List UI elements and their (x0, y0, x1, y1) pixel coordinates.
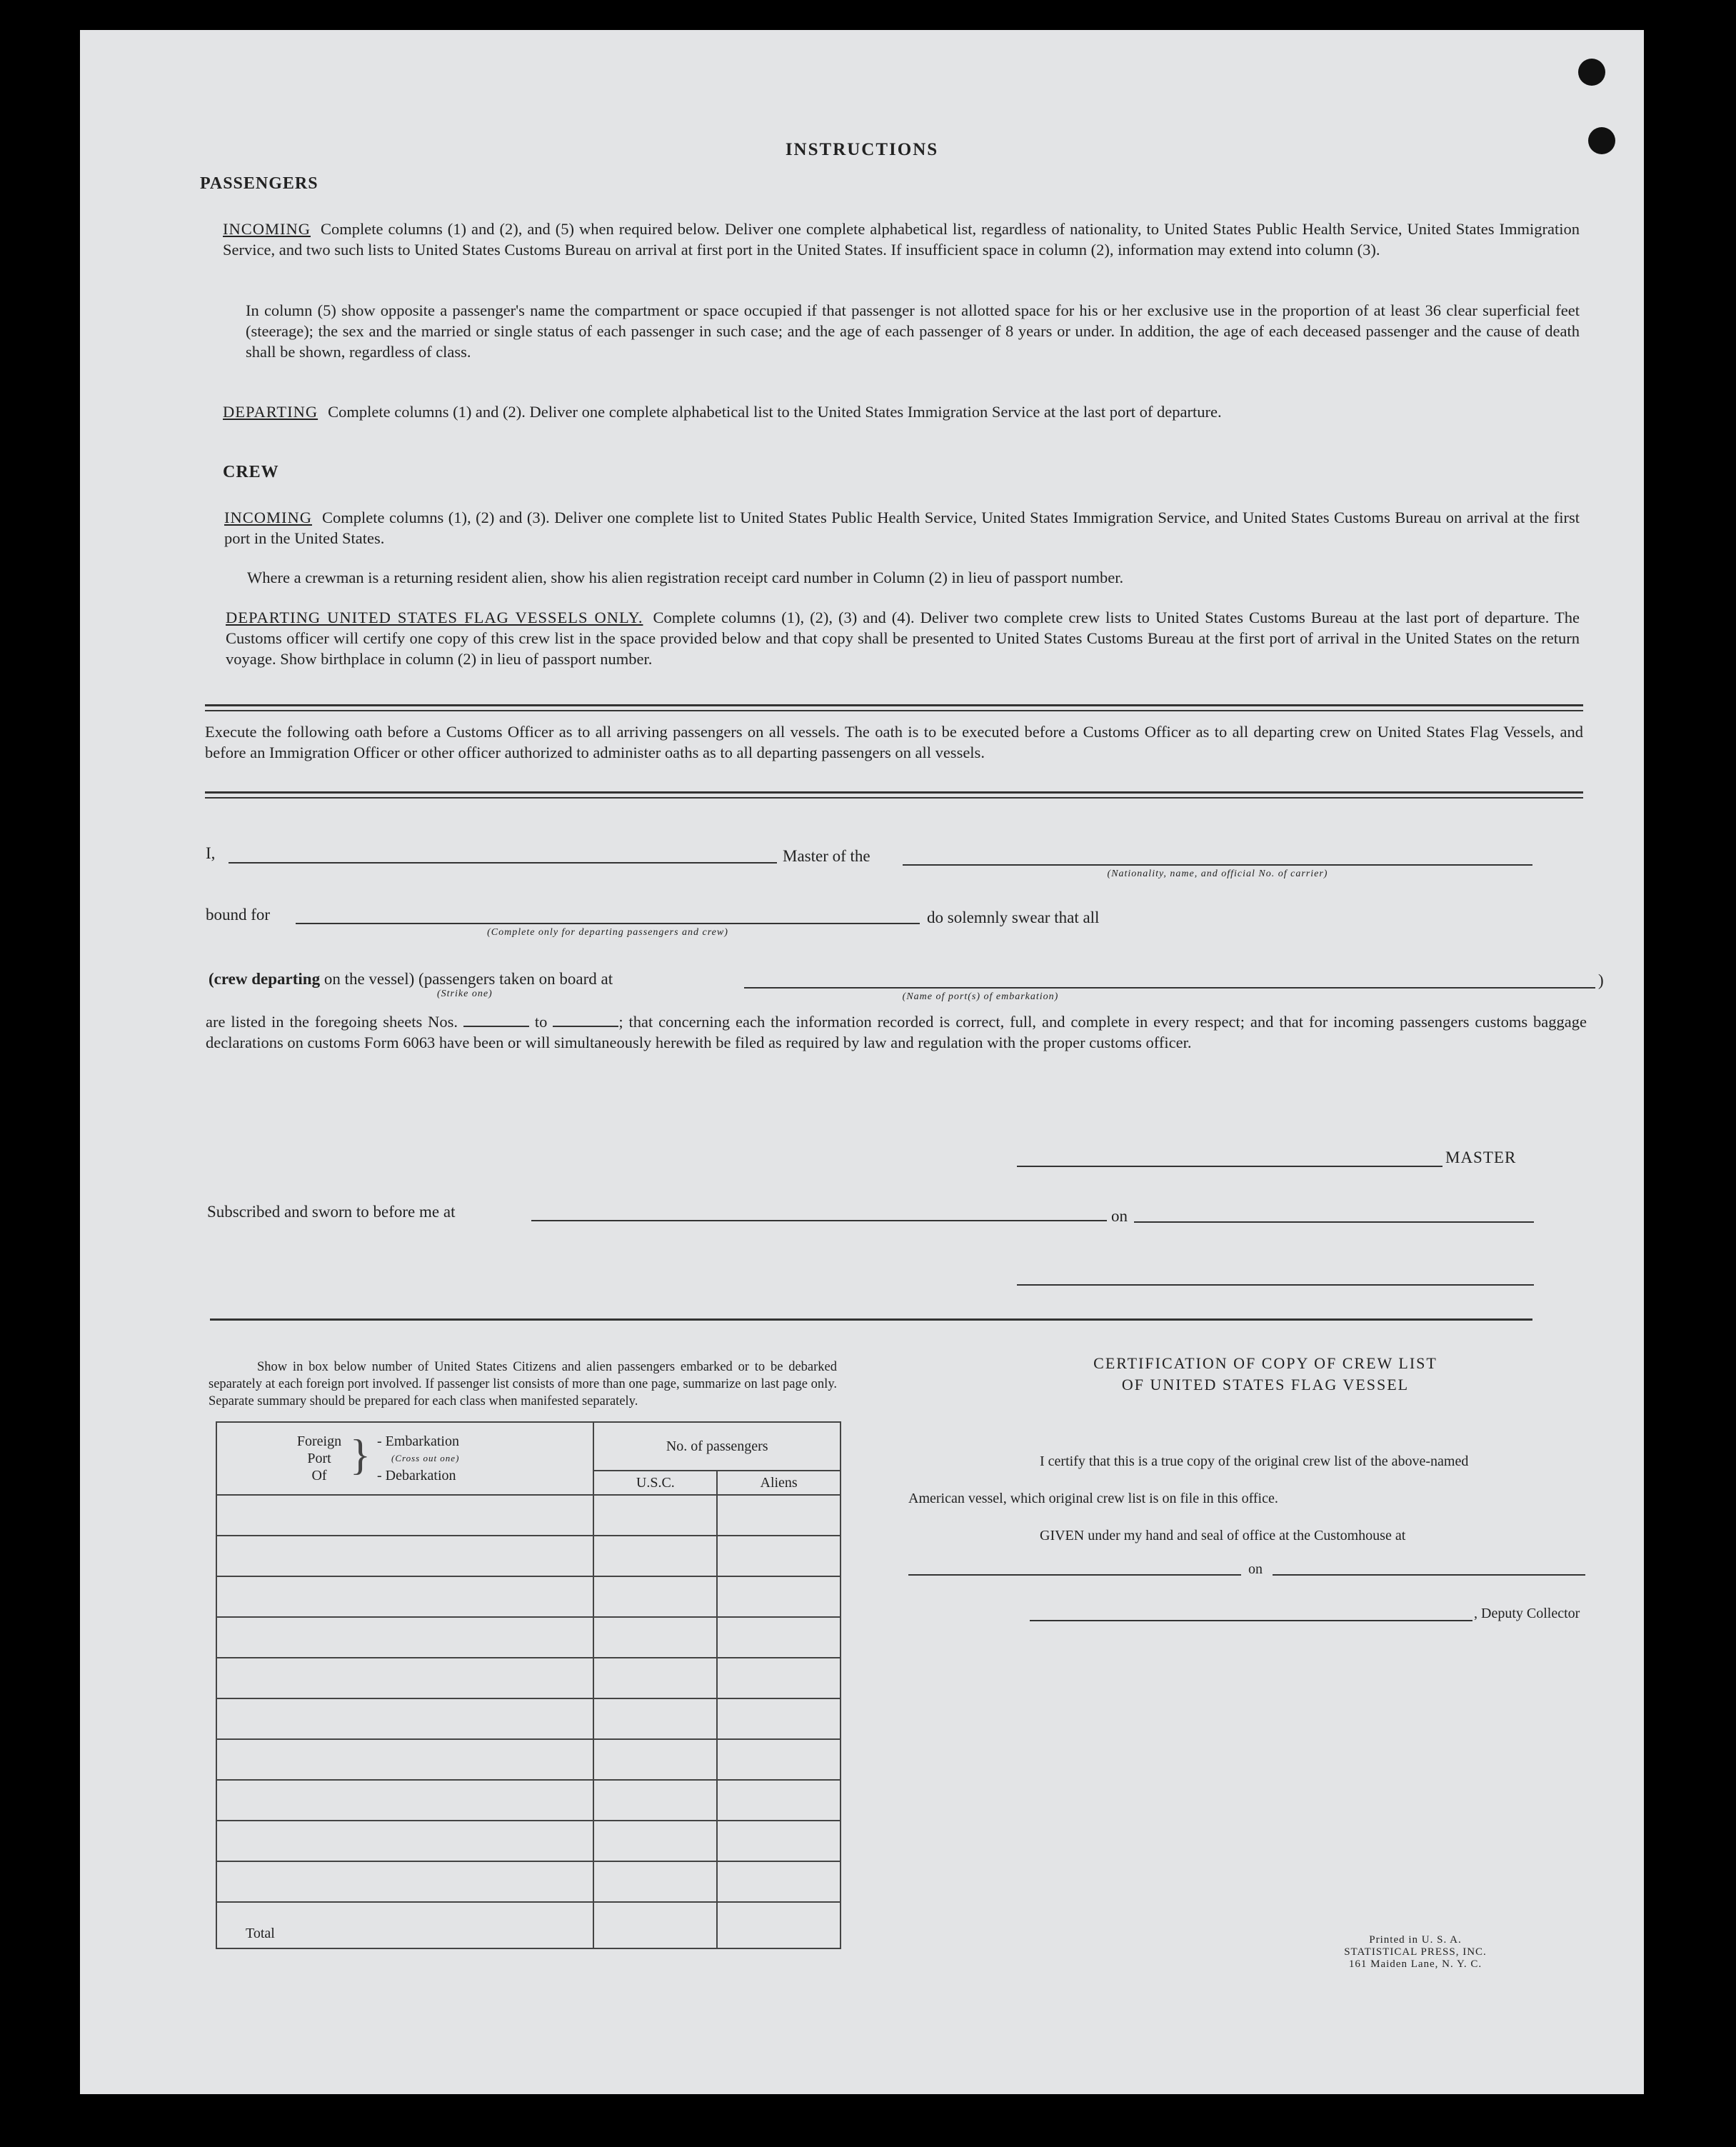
port-of-embarkation-field[interactable] (744, 987, 1595, 989)
crew-departing-label: DEPARTING UNITED STATES FLAG VESSELS ONLY. (226, 609, 643, 626)
master-name-field[interactable] (229, 862, 777, 864)
passengers-incoming-paragraph: INCOMING Complete columns (1) and (2), and (5) when required below. Deliver one complete alphabetical list, regardless of nationality, to United States Public Health Service, United States Immigration Service, and two such lists to United States Customs Bureau on arrival at first port in the United States. If insufficient space in column (2), information may extend into column (3). (223, 220, 1580, 259)
vessel-field-caption: (Nationality, name, and official No. of carrier) (1107, 869, 1328, 879)
certification-on-label: on (1248, 1561, 1263, 1577)
passengers-departing-paragraph: DEPARTING Complete columns (1) and (2). Deliver one complete alphabetical list to the United States Immigration Service at the last port of departure. (223, 403, 1222, 421)
embarkation-option: - Embarkation (377, 1433, 459, 1449)
table-row (216, 1698, 841, 1739)
divider (205, 791, 1583, 799)
table-row (216, 1658, 841, 1698)
oath-instructions-paragraph: Execute the following oath before a Customs Officer as to all arriving passengers on all vessels. The oath is to be executed before a Customs Officer as to all departing crew on United States Flag Vessels, and before an Immigration Officer or other officer authorized to administer oaths as to all departing passengers on all vessels. (205, 723, 1583, 761)
cross-out-caption: (Cross out one) (391, 1453, 460, 1463)
document-page (80, 30, 1644, 2094)
sheet-to-field[interactable] (553, 1013, 618, 1027)
instructions-title: INSTRUCTIONS (785, 140, 939, 159)
port-of-embarkation-caption: (Name of port(s) of embarkation) (902, 991, 1059, 1002)
crew-incoming-paragraph: INCOMING Complete columns (1), (2) and (3). Deliver one complete list to United States Public Health Service, United States Immigration Service, and United States Customs Bureau on arrival at the first port in the United States. (224, 509, 1580, 547)
master-label: MASTER (1445, 1148, 1517, 1166)
bound-for-field[interactable] (296, 923, 920, 924)
table-row (216, 1821, 841, 1861)
passengers-incoming-label: INCOMING (223, 220, 311, 238)
deputy-collector-label: , Deputy Collector (1474, 1606, 1580, 1621)
sworn-place-field[interactable] (531, 1220, 1107, 1221)
vessel-field[interactable] (903, 864, 1532, 866)
usc-header: U.S.C. (593, 1471, 717, 1495)
deputy-collector-signature-field[interactable] (1030, 1620, 1472, 1621)
sworn-date-field[interactable] (1134, 1221, 1534, 1223)
oath-i-label: I, (206, 844, 216, 862)
foreign-port-header: Foreign Port Of } - Embarkation (Cross out one) - Debarkation (216, 1422, 593, 1495)
sheets-paragraph: are listed in the foregoing sheets Nos. to ; that concerning each the information recorded is correct, full, and complete in every respect; and that for incoming passengers customs baggage declarations on customs Form 6063 have been or will simultaneously herewith be filed as required by law and regulation with the proper customs officer. (206, 1013, 1587, 1051)
printer-imprint: Printed in U. S. A. STATISTICAL PRESS, INC. 161 Maiden Lane, N. Y. C. (1344, 1934, 1487, 1970)
passengers-heading: PASSENGERS (200, 174, 318, 193)
customhouse-place-field[interactable] (908, 1574, 1241, 1576)
table-row (216, 1576, 841, 1617)
table-row (216, 1739, 841, 1780)
bound-for-label: bound for (206, 906, 271, 924)
debarkation-option: - Debarkation (377, 1468, 456, 1483)
strike-one-line: (crew departing on the vessel) (passengers taken on board at (209, 970, 613, 988)
punch-hole-icon (1578, 59, 1605, 86)
on-label: on (1111, 1207, 1128, 1225)
closing-paren: ) (1598, 971, 1604, 989)
master-signature-field[interactable] (1017, 1166, 1443, 1167)
sheet-from-field[interactable] (463, 1013, 529, 1027)
divider (210, 1318, 1532, 1321)
passengers-taken-option: (passengers taken on board at (418, 970, 613, 988)
table-row (216, 1780, 841, 1821)
passenger-summary-table (216, 1421, 841, 1949)
table-row (216, 1536, 841, 1576)
divider (205, 704, 1583, 711)
total-label: Total (216, 1902, 593, 1948)
passengers-column5-paragraph: In column (5) show opposite a passenger's name the compartment or space occupied if that passenger is not allotted space for his or her exclusive use in the proportion of at least 36 clear superficial feet (steerage); the sex and the married or single status of each passenger in such case; and the age of each passenger of 8 years or under. In addition, the age of each deceased passenger and the cause of death shall be shown, regardless of class. (246, 301, 1580, 361)
crew-departing-paragraph: DEPARTING UNITED STATES FLAG VESSELS ONLY. Complete columns (1), (2), (3) and (4). Deliver two complete crew lists to United States Customs Bureau at the last port of departure. The Customs officer will certify one copy of this crew list in the space provided below and that copy shall be presented to United States Customs Bureau at the first port of arrival in the United States on the return voyage. Show birthplace in column (2) in lieu of passport number. (226, 609, 1580, 668)
aliens-header: Aliens (717, 1471, 841, 1495)
certification-title: CERTIFICATION OF COPY OF CREW LIST OF UNITED STATES FLAG VESSEL (1093, 1354, 1438, 1393)
crew-heading: CREW (223, 463, 279, 481)
strike-one-caption: (Strike one) (437, 989, 493, 999)
certification-date-field[interactable] (1273, 1574, 1585, 1576)
crew-incoming-label: INCOMING (224, 509, 312, 526)
total-row (216, 1902, 841, 1948)
summary-instructions: Show in box below number of United States Citizens and alien passengers embarked or to be debarked separately at each foreign port involved. If passenger list consists of more than one page, summarize on last page only. Separate summary should be prepared for each class when manifested separately. (209, 1360, 837, 1408)
solemnly-swear-label: do solemnly swear that all (927, 909, 1100, 926)
table-row (216, 1495, 841, 1536)
officer-signature-field[interactable] (1017, 1284, 1534, 1286)
subscribed-label: Subscribed and sworn to before me at (207, 1203, 456, 1221)
no-of-passengers-header: No. of passengers (593, 1422, 841, 1471)
table-row (216, 1861, 841, 1902)
table-row (216, 1617, 841, 1658)
crew-resident-alien-paragraph: Where a crewman is a returning resident alien, show his alien registration receipt card number in Column (2) in lieu of passport number. (247, 569, 1124, 586)
passengers-departing-label: DEPARTING (223, 403, 318, 421)
bound-for-caption: (Complete only for departing passengers and crew) (487, 927, 728, 938)
master-of-the-label: Master of the (783, 847, 870, 865)
certification-statement: I certify that this is a true copy of the original crew list of the above-named American vessel, which original crew list is on file in this office. GIVEN under my hand and seal of office at the Customhouse at (908, 1453, 1469, 1543)
crew-departing-option: (crew departing (209, 970, 321, 988)
